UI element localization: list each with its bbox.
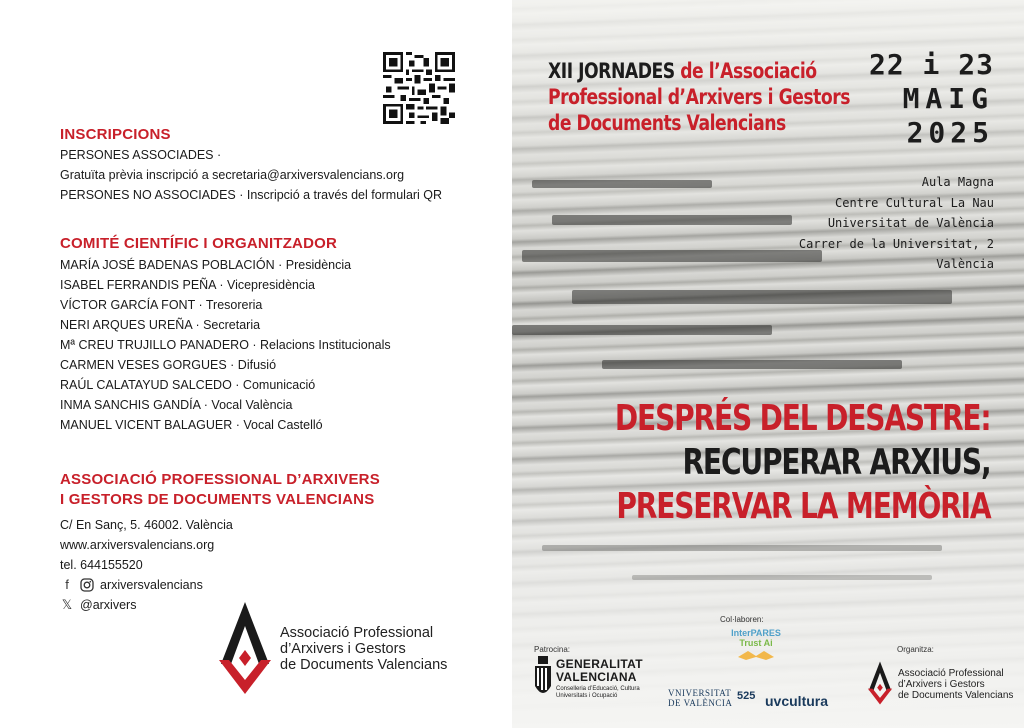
headline-line2: RECUPERAR ARXIUS, (682, 442, 990, 483)
logo-text-line: de Documents Valencians (280, 657, 448, 673)
social-handle: arxiversvalencians (100, 578, 203, 592)
event-venue (799, 172, 994, 275)
title-red2: Professional d’Arxivers i Gestors (548, 85, 850, 109)
member-role: · Comunicació (231, 378, 316, 392)
social-x[interactable] (60, 595, 233, 615)
inscripcions-title: INSCRIPCIONS (60, 126, 171, 143)
venue-line: Centre Cultural La Nau (835, 195, 994, 210)
organitza-label: Organitza: (897, 645, 934, 654)
uvcultura-logo: uvcultura (765, 693, 829, 709)
member-role: · Secretaria (191, 318, 261, 332)
uv-line: VNIVERSITAT (668, 688, 732, 698)
interpares-name: InterPARES (731, 628, 781, 638)
associades-label: PERSONES ASSOCIADES · (60, 148, 222, 162)
date-month: MAIG (902, 82, 994, 115)
member-row (60, 255, 391, 275)
member-row (60, 275, 391, 295)
org-text-line: d’Arxivers i Gestors (898, 679, 985, 690)
generalitat-logo (534, 656, 654, 716)
paper-texture-streak (512, 325, 772, 335)
gva-crest-icon (534, 656, 552, 700)
venue-line: Carrer de la Universitat, 2 (798, 236, 994, 251)
association-logo (215, 602, 275, 694)
member-role: · Vocal Castelló (232, 418, 323, 432)
interpares-logo (720, 628, 792, 662)
member-name: ISABEL FERRANDIS PEÑA (60, 278, 216, 292)
contact-block (60, 515, 233, 615)
gva-subtitle (556, 686, 640, 700)
member-row (60, 375, 391, 395)
headline-line3: PRESERVAR LA MEMÒRIA (615, 486, 990, 527)
associacio-title-line2: I GESTORS DE DOCUMENTS VALENCIANS (60, 491, 375, 508)
member-row (60, 395, 391, 415)
member-name: Mª CREU TRUJILLO PANADERO (60, 338, 249, 352)
address: C/ En Sanç, 5. 46002. València (60, 518, 233, 532)
association-logo-text (280, 625, 447, 673)
x-icon: 𝕏 (61, 597, 73, 612)
qr-code[interactable] (383, 52, 455, 124)
member-role: · Difusió (226, 358, 277, 372)
uv-525-logo: 525 (737, 690, 756, 702)
gva-sub-line: Conselleria d’Educació, Cultura (556, 686, 640, 692)
member-row (60, 415, 391, 435)
uv-logo (668, 688, 732, 708)
member-role: · Vicepresidència (215, 278, 315, 292)
title-red1: de l’Associació (674, 59, 817, 83)
headline-line1: DESPRÉS DEL DESASTRE: (614, 398, 990, 439)
member-name: INMA SANCHIS GANDÍA (60, 398, 201, 412)
venue-line: Aula Magna (921, 175, 994, 189)
uv-line: DE VALÈNCIA (668, 698, 733, 708)
interpares-sub: Trust Ai (739, 638, 773, 648)
social-fb-ig[interactable] (60, 575, 233, 595)
instagram-icon (80, 578, 94, 592)
member-row (60, 355, 391, 375)
inscripcions-section (60, 126, 442, 205)
phone-number[interactable]: tel. 644155520 (60, 558, 143, 572)
associacio-title-line1: ASSOCIACIÓ PROFESSIONAL D’ARXIVERS (60, 471, 380, 488)
title-red3: de Documents Valencians (548, 111, 786, 135)
facebook-icon: f (65, 577, 69, 592)
member-row (60, 295, 391, 315)
comite-section (60, 235, 391, 435)
member-name: NERI ARQUES UREÑA (60, 318, 192, 332)
paper-texture-streak (532, 180, 712, 188)
member-role: · Presidència (274, 258, 352, 272)
x-handle: @arxivers (80, 598, 137, 612)
paper-texture-streak (632, 575, 932, 580)
member-role: · Tresoreria (194, 298, 263, 312)
organizer-logo-text (898, 668, 1013, 701)
no-associades-line (60, 185, 442, 205)
member-name: MANUEL VICENT BALAGUER (60, 418, 233, 432)
collaboren-label: Col·laboren: (720, 615, 764, 624)
venue-line: Universitat de València (827, 216, 994, 230)
venue-line: València (936, 257, 994, 271)
event-date (869, 48, 994, 150)
member-name: RAÚL CALATAYUD SALCEDO (60, 378, 232, 392)
paper-texture-streak (522, 250, 822, 262)
paper-texture-streak (542, 545, 942, 551)
member-name: MARÍA JOSÉ BADENAS POBLACIÓN (60, 258, 275, 272)
comite-title: COMITÉ CIENTÍFIC I ORGANITZADOR (60, 235, 338, 252)
gva-name (556, 658, 643, 684)
logo-text-line: d’Arxivers i Gestors (280, 641, 406, 657)
member-role: · Vocal València (200, 398, 293, 412)
handshake-icon (736, 649, 776, 661)
associacio-section (60, 470, 380, 510)
no-associades-label: PERSONES NO ASSOCIADES (60, 188, 236, 202)
event-headline (614, 397, 990, 529)
website-link[interactable]: www.arxiversvalencians.org (60, 538, 215, 552)
paper-texture-streak (572, 290, 952, 304)
paper-texture-streak (602, 360, 902, 369)
member-name: VÍCTOR GARCÍA FONT (60, 298, 195, 312)
member-role: · Relacions Institucionals (248, 338, 391, 352)
no-associades-text: · Inscripció a través del formulari QR (235, 188, 443, 202)
org-text-line: de Documents Valencians (898, 690, 1014, 701)
org-text-line: Associació Professional (898, 668, 1004, 679)
date-year: 2025 (906, 116, 994, 149)
logo-text-line: Associació Professional (280, 625, 434, 641)
event-title (548, 58, 850, 136)
organizer-logo (866, 658, 894, 708)
title-black: XII JORNADES (548, 59, 675, 83)
date-days: 22 i 23 (868, 48, 994, 81)
member-name: CARMEN VESES GORGUES (60, 358, 227, 372)
paper-texture-streak (552, 215, 792, 225)
comite-members (60, 255, 391, 435)
patrocina-label: Patrocina: (534, 645, 571, 654)
gva-name-line: GENERALITAT (556, 657, 643, 671)
gva-sub-line: Universitats i Ocupació (556, 693, 618, 699)
member-row (60, 335, 391, 355)
member-row (60, 315, 391, 335)
gva-name-line: VALENCIANA (556, 670, 637, 684)
associades-text: Gratuïta prèvia inscripció a secretaria@arxiversvalencians.org (60, 168, 405, 182)
